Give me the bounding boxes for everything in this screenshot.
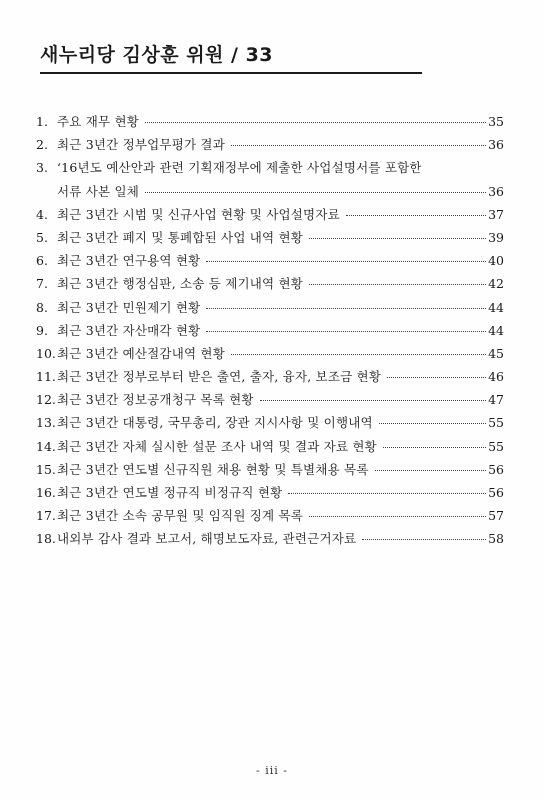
toc-entry-number: 10. [36, 345, 56, 361]
toc-entry-number: 8. [36, 299, 48, 315]
toc-entry-page: 45 [488, 345, 504, 361]
toc-dot-leader [231, 354, 486, 355]
header-divider [40, 72, 422, 74]
toc-entry-title: 최근 3년간 폐지 및 통폐합된 사업 내역 현황 [57, 229, 304, 245]
toc-entry-number: 9. [36, 322, 48, 338]
toc-entry-number: 13. [36, 415, 56, 431]
toc-entry-title: 내외부 감사 결과 보고서, 해명보도자료, 관련근거자료 [57, 531, 357, 547]
toc-entry-page: 56 [488, 461, 504, 477]
toc-entry-page: 36 [488, 137, 504, 153]
toc-entry-continuation [36, 182, 504, 205]
toc-entry-page: 47 [488, 392, 504, 408]
toc-entry-page: 55 [488, 438, 504, 454]
toc-dot-leader [288, 493, 486, 494]
toc-dot-leader [346, 215, 486, 216]
toc-entry [36, 228, 504, 251]
toc-entry-title: 최근 3년간 연구용역 현황 [57, 253, 201, 269]
toc-entry [36, 112, 504, 135]
toc-entry [36, 506, 504, 529]
toc-entry [36, 251, 504, 274]
toc-dot-leader [309, 238, 486, 239]
toc-dot-leader [231, 145, 486, 146]
toc-entry-number: 7. [36, 276, 48, 292]
toc-entry-number: 3. [36, 160, 48, 176]
toc-entry-title: 최근 3년간 소속 공무원 및 임직원 징계 목록 [57, 508, 304, 524]
toc-entry-page: 39 [488, 229, 504, 245]
toc-entry-title: 최근 3년간 대통령, 국무총리, 장관 지시사항 및 이행내역 [57, 415, 373, 431]
toc-entry-title: 최근 3년간 자체 실시한 설문 조사 내역 및 결과 자료 현황 [57, 438, 377, 454]
toc-entry-title: 최근 3년간 예산절감내역 현황 [57, 345, 225, 361]
toc-dot-leader [309, 284, 486, 285]
toc-entry [36, 460, 504, 483]
table-of-contents [36, 112, 504, 553]
toc-entry-number: 15. [36, 461, 56, 477]
toc-entry-page: 35 [488, 114, 504, 129]
toc-entry-title: ‘16년도 예산안과 관련 기획재정부에 제출한 사업설명서를 포함한 [57, 160, 422, 176]
toc-entry-page: 44 [488, 299, 504, 315]
toc-entry [36, 158, 504, 181]
toc-entry [36, 437, 504, 460]
toc-entry-title: 주요 재무 현황 [57, 114, 139, 129]
page-header [40, 40, 420, 76]
toc-entry [36, 390, 504, 413]
toc-entry [36, 529, 504, 552]
toc-entry [36, 135, 504, 158]
toc-dot-leader [206, 308, 486, 309]
toc-dot-leader [375, 470, 487, 471]
toc-entry-page: 57 [488, 508, 504, 524]
toc-dot-leader [379, 423, 486, 424]
toc-entry-number: 14. [36, 438, 56, 454]
toc-entry-number: 12. [36, 392, 56, 408]
toc-entry-page: 42 [488, 276, 504, 292]
toc-entry-number: 4. [36, 206, 48, 222]
toc-entry-title: 최근 3년간 정부로부터 받은 출연, 출자, 융자, 보조금 현황 [57, 369, 382, 385]
toc-dot-leader [362, 539, 486, 540]
toc-entry-page: 44 [488, 322, 504, 338]
toc-entry-number: 2. [36, 137, 48, 153]
toc-entry [36, 274, 504, 297]
toc-entry-title: 최근 3년간 연도별 정규직 비정규직 현황 [57, 485, 283, 500]
toc-entry [36, 367, 504, 390]
toc-entry-title: 최근 3년간 정보공개청구 목록 현황 [57, 392, 254, 408]
toc-dot-leader [387, 377, 486, 378]
toc-entry [36, 298, 504, 321]
toc-entry-title: 최근 3년간 연도별 신규직원 채용 현황 및 특별채용 목록 [57, 461, 369, 477]
toc-entry-number: 11. [36, 369, 56, 385]
toc-entry-title: 최근 3년간 정부업무평가 결과 [57, 137, 225, 153]
toc-entry-title: 최근 3년간 민원제기 현황 [57, 299, 201, 315]
toc-entry [36, 483, 504, 506]
toc-entry-title: 최근 3년간 시범 및 신규사업 현황 및 사업설명자료 [57, 206, 340, 222]
page-title: 새누리당 김상훈 위원 / 33 [40, 44, 274, 66]
toc-entry-page: 36 [488, 183, 504, 199]
toc-entry-page: 37 [488, 206, 504, 222]
toc-dot-leader [145, 192, 486, 193]
toc-dot-leader [145, 122, 486, 123]
toc-entry-number: 5. [36, 229, 48, 245]
toc-entry-number: 17. [36, 508, 56, 524]
toc-entry-page: 55 [488, 415, 504, 431]
toc-entry [36, 344, 504, 367]
toc-entry-title: 최근 3년간 행정심판, 소송 등 제기내역 현황 [57, 276, 304, 292]
toc-entry-page: 56 [488, 485, 504, 500]
page-number: - iii - [256, 764, 288, 777]
toc-entry [36, 321, 504, 344]
toc-dot-leader [309, 516, 486, 517]
toc-entry-page: 46 [488, 369, 504, 385]
toc-dot-leader [383, 447, 486, 448]
toc-entry-number: 18. [36, 531, 56, 547]
toc-dot-leader [206, 261, 486, 262]
toc-entry [36, 205, 504, 228]
toc-entry-number: 16. [36, 485, 56, 500]
toc-entry-title-continued: 서류 사본 일체 [57, 183, 139, 199]
toc-entry-title: 최근 3년간 자산매각 현황 [57, 322, 201, 338]
toc-dot-leader [260, 400, 486, 401]
toc-entry-number: 6. [36, 253, 48, 269]
toc-entry [36, 413, 504, 436]
toc-dot-leader [206, 331, 486, 332]
toc-entry-number: 1. [36, 114, 48, 129]
toc-entry-page: 58 [488, 531, 504, 547]
toc-entry-page: 40 [488, 253, 504, 269]
